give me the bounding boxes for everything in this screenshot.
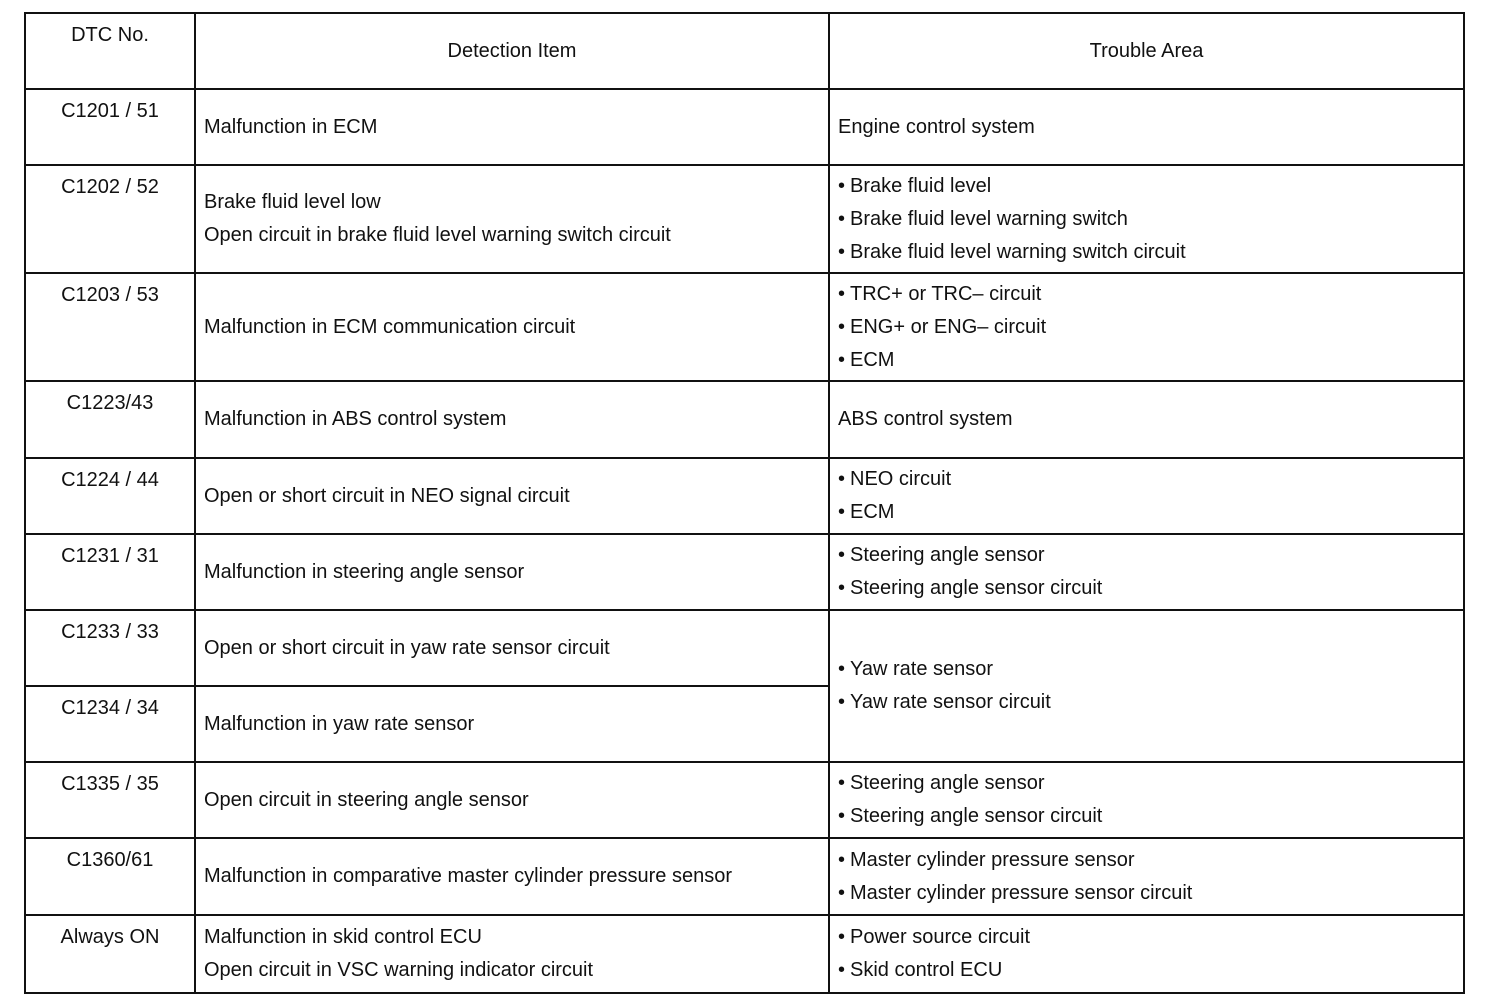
detection-line: Malfunction in steering angle sensor	[204, 560, 525, 583]
bullet-icon: •	[838, 881, 846, 904]
trouble-area	[829, 381, 1464, 458]
header-detection-item: Detection Item	[195, 13, 829, 89]
trouble-area-text: NEO circuit	[850, 468, 952, 490]
table-row	[25, 534, 1464, 610]
trouble-area-bullet	[838, 877, 1463, 910]
table-row	[25, 165, 1464, 273]
trouble-area-text: ENG+ or ENG– circuit	[850, 315, 1047, 338]
dtc-code: Always ON	[25, 915, 195, 993]
table-row	[25, 381, 1464, 458]
trouble-area-bullet	[838, 653, 1463, 686]
bullet-icon: •	[838, 315, 846, 338]
detection-item	[195, 89, 829, 165]
dtc-code: C1203 / 53	[25, 273, 195, 381]
trouble-area-text: Yaw rate sensor	[850, 658, 994, 680]
header-row	[25, 13, 1464, 89]
table-row	[25, 762, 1464, 838]
trouble-area-line: ABS control system	[838, 408, 1013, 430]
bullet-icon: •	[838, 501, 846, 523]
table-row	[25, 273, 1464, 381]
trouble-area	[829, 762, 1464, 838]
table-row	[25, 458, 1464, 534]
detection-item	[195, 915, 829, 993]
trouble-area-text: Brake fluid level warning switch circuit	[850, 240, 1186, 263]
trouble-area-bullet	[838, 800, 1463, 833]
table-row	[25, 915, 1464, 993]
trouble-area-text: Yaw rate sensor circuit	[850, 691, 1051, 713]
detection-line: Malfunction in comparative master cylinder pressure sensor	[204, 865, 732, 887]
dtc-code: C1233 / 33	[25, 610, 195, 686]
dtc-code: C1201 / 51	[25, 89, 195, 165]
trouble-area	[829, 89, 1464, 165]
trouble-area-text: Master cylinder pressure sensor	[850, 848, 1135, 871]
dtc-code: C1202 / 52	[25, 165, 195, 273]
bullet-icon: •	[838, 772, 846, 794]
bullet-icon: •	[838, 282, 846, 305]
trouble-area-text: Steering angle sensor circuit	[850, 805, 1103, 827]
detection-line: Malfunction in ABS control system	[204, 408, 507, 430]
detection-item	[195, 762, 829, 838]
detection-item	[195, 458, 829, 534]
trouble-area	[829, 534, 1464, 610]
trouble-area-bullet	[838, 844, 1463, 877]
bullet-icon: •	[838, 848, 846, 871]
trouble-area-bullet	[838, 278, 1463, 311]
trouble-area-bullet	[838, 767, 1463, 800]
trouble-area-bullet	[838, 463, 1463, 496]
detection-item	[195, 686, 829, 762]
dtc-code: C1234 / 34	[25, 686, 195, 762]
table-row	[25, 610, 1464, 686]
detection-line: Open or short circuit in NEO signal circuit	[204, 484, 570, 507]
detection-line: Open or short circuit in yaw rate sensor circuit	[204, 636, 610, 659]
bullet-icon: •	[838, 207, 846, 230]
detection-item	[195, 838, 829, 915]
trouble-area-text: Steering angle sensor	[850, 544, 1045, 566]
trouble-area	[829, 610, 1464, 762]
dtc-code: C1335 / 35	[25, 762, 195, 838]
detection-line: Malfunction in ECM	[204, 115, 378, 138]
header-trouble-area: Trouble Area	[829, 13, 1464, 89]
trouble-area-bullet	[838, 203, 1463, 236]
bullet-icon: •	[838, 240, 846, 263]
trouble-area-text: Master cylinder pressure sensor circuit	[850, 881, 1193, 904]
bullet-icon: •	[838, 468, 846, 490]
detection-item	[195, 381, 829, 458]
dtc-code: C1223/43	[25, 381, 195, 458]
detection-line: Malfunction in yaw rate sensor	[204, 712, 475, 735]
trouble-area-text: Power source circuit	[850, 926, 1031, 948]
header-dtc-no: DTC No.	[25, 13, 195, 89]
detection-item	[195, 610, 829, 686]
bullet-icon: •	[838, 959, 846, 981]
trouble-area	[829, 458, 1464, 534]
trouble-area-line: Engine control system	[838, 115, 1035, 138]
trouble-area-text: Skid control ECU	[850, 959, 1003, 981]
trouble-area-bullet	[838, 921, 1463, 954]
trouble-area-text: Steering angle sensor	[850, 772, 1045, 794]
bullet-icon: •	[838, 658, 846, 680]
trouble-area-bullet	[838, 344, 1463, 377]
detection-line: Brake fluid level low	[204, 191, 381, 213]
trouble-area-bullet	[838, 572, 1463, 605]
detection-line: Malfunction in ECM communication circuit	[204, 315, 576, 338]
detection-line: Open circuit in VSC warning indicator circuit	[204, 959, 594, 981]
detection-item	[195, 273, 829, 381]
trouble-area-text: Brake fluid level	[850, 174, 992, 197]
trouble-area	[829, 273, 1464, 381]
trouble-area-text: ECM	[850, 348, 895, 371]
detection-line: Malfunction in skid control ECU	[204, 926, 482, 948]
bullet-icon: •	[838, 348, 846, 371]
table-row	[25, 89, 1464, 165]
trouble-area	[829, 838, 1464, 915]
trouble-area-bullet	[838, 686, 1463, 719]
trouble-area-text: ECM	[850, 501, 895, 523]
detection-line: Open circuit in brake fluid level warning switch circuit	[204, 224, 671, 246]
trouble-area-bullet	[838, 954, 1463, 987]
trouble-area-bullet	[838, 170, 1463, 203]
trouble-area-bullet	[838, 539, 1463, 572]
trouble-area-text: Brake fluid level warning switch	[850, 207, 1128, 230]
trouble-area-text: TRC+ or TRC– circuit	[850, 282, 1042, 305]
detection-item	[195, 165, 829, 273]
trouble-area	[829, 165, 1464, 273]
trouble-area-bullet	[838, 496, 1463, 529]
bullet-icon: •	[838, 544, 846, 566]
detection-line: Open circuit in steering angle sensor	[204, 788, 529, 811]
trouble-area-bullet	[838, 236, 1463, 269]
trouble-area	[829, 915, 1464, 993]
bullet-icon: •	[838, 926, 846, 948]
trouble-area-bullet	[838, 311, 1463, 344]
dtc-code: C1231 / 31	[25, 534, 195, 610]
dtc-code: C1360/61	[25, 838, 195, 915]
detection-item	[195, 534, 829, 610]
dtc-code: C1224 / 44	[25, 458, 195, 534]
dtc-table	[24, 12, 1465, 994]
bullet-icon: •	[838, 174, 846, 197]
bullet-icon: •	[838, 805, 846, 827]
trouble-area-text: Steering angle sensor circuit	[850, 577, 1103, 599]
bullet-icon: •	[838, 691, 846, 713]
bullet-icon: •	[838, 577, 846, 599]
table-row	[25, 838, 1464, 915]
